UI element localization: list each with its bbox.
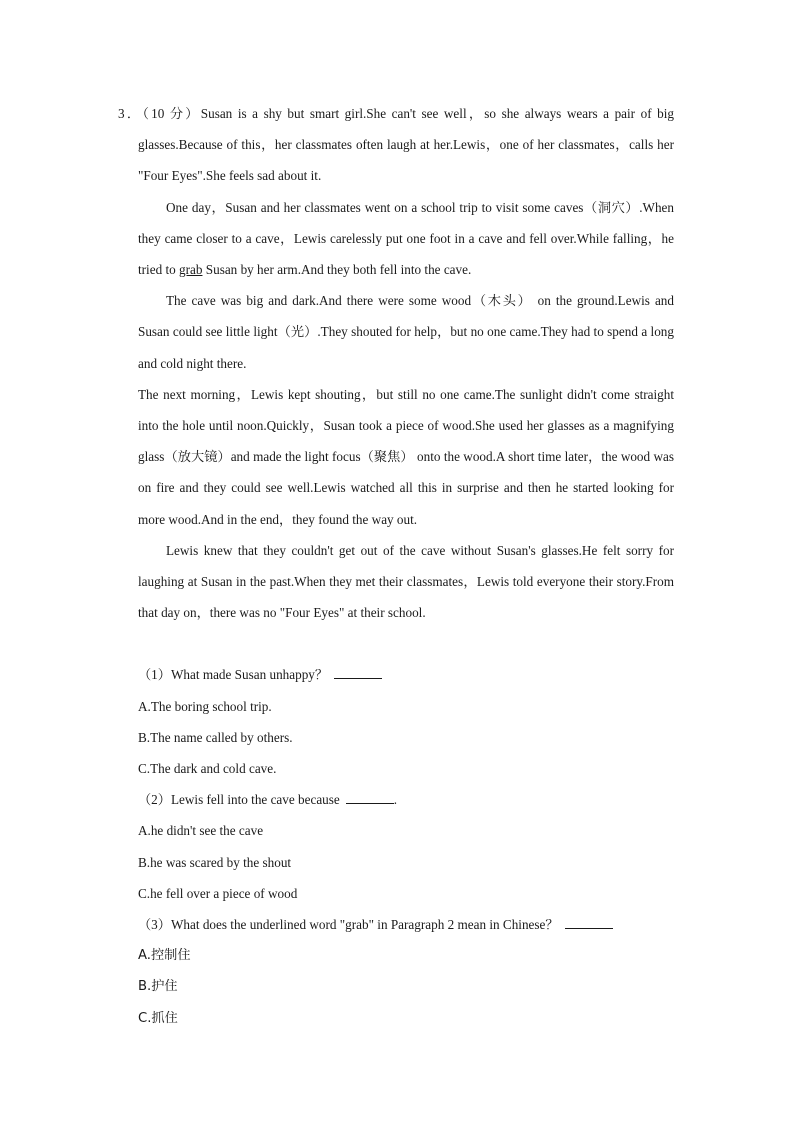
question-1-option-c: C.The dark and cold cave. [138, 761, 277, 777]
answer-blank[interactable] [565, 927, 613, 929]
question-3-option-a: A.控制住 [138, 948, 191, 964]
section-spacer [138, 628, 674, 659]
exercise-content [118, 98, 675, 1034]
question-1-option-a: A.The boring school trip. [138, 698, 272, 714]
passage-paragraph-1 [118, 98, 675, 192]
question-2-option-c: C.he fell over a piece of wood [138, 885, 298, 901]
question-points: （10 分） [142, 106, 201, 121]
paragraph-2-text-after: Susan by her arm.And they both fell into the cave. [202, 262, 472, 278]
question-2-option-a: A.he didn't see the cave [138, 823, 264, 839]
answer-blank[interactable] [334, 677, 382, 679]
answer-blank[interactable] [346, 802, 394, 804]
passage-paragraph-4: The next morning，Lewis kept shouting，but still no one came.The sunlight didn't come straight into the hole until noon.Quickly，Susan took a piece of wood.She used her glasses as a magnifying glass（放大镜）and made the light focus（聚焦） onto the wood.A short time later，the wood was on fire and they could see well.Lewis watched all this in surprise and then he started looking for more wood.And in the end，they found the way out. [138, 386, 674, 527]
question-2-stem: （2）Lewis fell into the cave because . [138, 792, 398, 808]
question-2 [138, 784, 674, 909]
underlined-word-grab: grab [179, 262, 203, 278]
paragraph-1-text: Susan is a shy but smart girl.She can't see well，so she always wears a pair of big glasses.Because of this，her classmates often laugh at her.Lewis，one of her classmates，calls her "Four Eyes".She feels sad about it. [138, 106, 675, 184]
question-3-stem: （3）What does the underlined word "grab" in Paragraph 2 mean in Chinese？ [138, 909, 674, 940]
passage-paragraph-3: The cave was big and dark.And there were some wood（木头） on the ground.Lewis and Susan could see little light（光）.They shouted for help，but no one came.They had to spend a long and cold night there. [138, 293, 674, 371]
question-3-option-b: B.护住 [138, 979, 178, 995]
question-1-stem: （1）What made Susan unhappy？ [138, 659, 674, 690]
question-1 [138, 659, 674, 784]
passage-paragraph-5: Lewis knew that they couldn't get out of the cave without Susan's glasses.He felt sorry for laughing at Susan in the past.When they met their classmates，Lewis told everyone their story.From that day on，there was no "Four Eyes" at their school. [138, 542, 674, 621]
question-3-option-c: C.抓住 [138, 1010, 178, 1026]
question-2-option-b: B.he was scared by the shout [138, 854, 292, 870]
paragraph-2-text-before: One day，Susan and her classmates went on a school trip to visit some caves（洞穴）.When they came closer to a cave，Lewis carelessly put one foot in a cave and fell over.While falling，he tried to [138, 199, 674, 278]
question-1-option-b: B.The name called by others. [138, 729, 293, 745]
question-number: 3． [118, 106, 143, 121]
question-3 [138, 909, 674, 1034]
passage-paragraph-2 [138, 192, 674, 286]
